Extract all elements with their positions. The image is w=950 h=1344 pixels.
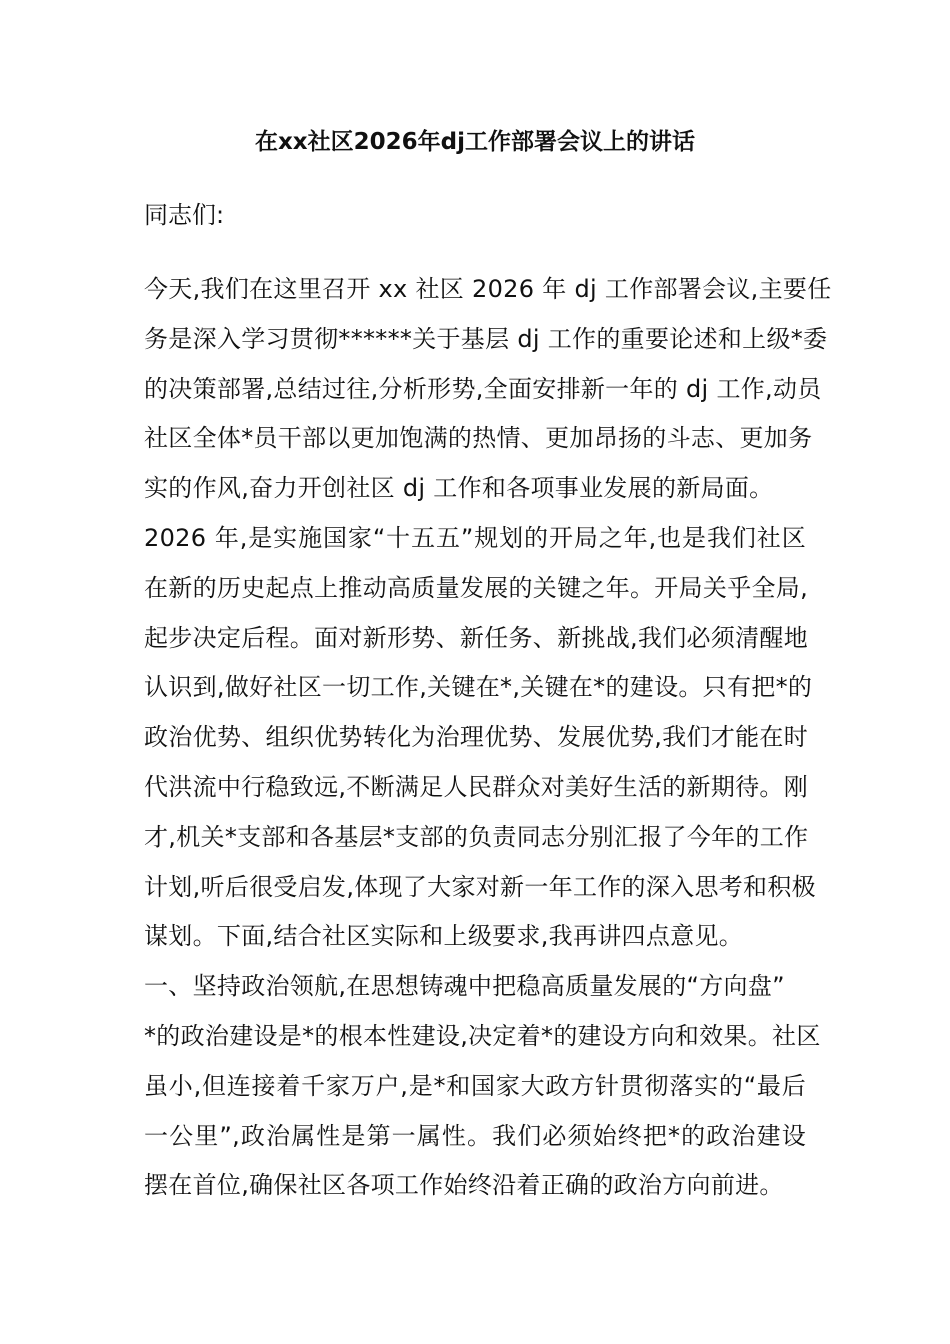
document-body: [144, 265, 832, 1211]
text-line: 今天,我们在这里召开 xx 社区 2026 年 dj 工作部署会议,主要任: [144, 275, 832, 303]
paragraph: [144, 962, 806, 1012]
text-line: 政治优势、组织优势转化为治理优势、发展优势,我们才能在时: [144, 723, 809, 752]
document-title: 在xx社区2026年dj工作部署会议上的讲话: [254, 129, 696, 155]
text-line: *的政治建设是*的根本性建设,决定着*的建设方向和效果。社区: [144, 1021, 821, 1050]
text-line: 谋划。下面,结合社区实际和上级要求,我再讲四点意见。: [144, 922, 744, 951]
text-line: 实的作风,奋力开创社区 dj 工作和各项事业发展的新局面。: [144, 474, 774, 503]
greeting: 同志们:: [144, 201, 225, 229]
text-line: 虽小,但连接着千家万户,是*和国家大政方针贯彻落实的“最后: [144, 1071, 806, 1100]
text-line: 社区全体*员干部以更加饱满的热情、更加昂扬的斗志、更加务: [144, 424, 813, 453]
paragraph: [144, 514, 816, 962]
text-line: 代洪流中行稳致远,不断满足人民群众对美好生活的新期待。刚: [144, 772, 809, 801]
text-line: 务是深入学习贯彻******关于基层 dj 工作的重要论述和上级*委: [144, 324, 828, 353]
paragraph: [144, 1012, 821, 1211]
text-line: 的决策部署,总结过往,分析形势,全面安排新一年的 dj 工作,动员: [144, 374, 822, 403]
text-line: 起步决定后程。面对新形势、新任务、新挑战,我们必须清醒地: [144, 623, 809, 652]
text-line: 认识到,做好社区一切工作,关键在*,关键在*的建设。只有把*的: [144, 673, 813, 702]
text-line: 一、坚持政治领航,在思想铸魂中把稳高质量发展的“方向盘”: [144, 972, 785, 1001]
text-line: 在新的历史起点上推动高质量发展的关键之年。开局关乎全局,: [144, 573, 809, 602]
paragraph: [144, 265, 832, 514]
text-line: 计划,听后很受启发,体现了大家对新一年工作的深入思考和积极: [144, 872, 816, 901]
text-line: 2026 年,是实施国家“十五五”规划的开局之年,也是我们社区: [144, 523, 806, 552]
text-line: 一公里”,政治属性是第一属性。我们必须始终把*的政治建设: [144, 1121, 806, 1150]
text-line: 才,机关*支部和各基层*支部的负责同志分别汇报了今年的工作: [144, 822, 809, 851]
text-line: 摆在首位,确保社区各项工作始终沿着正确的政治方向前进。: [144, 1171, 784, 1200]
